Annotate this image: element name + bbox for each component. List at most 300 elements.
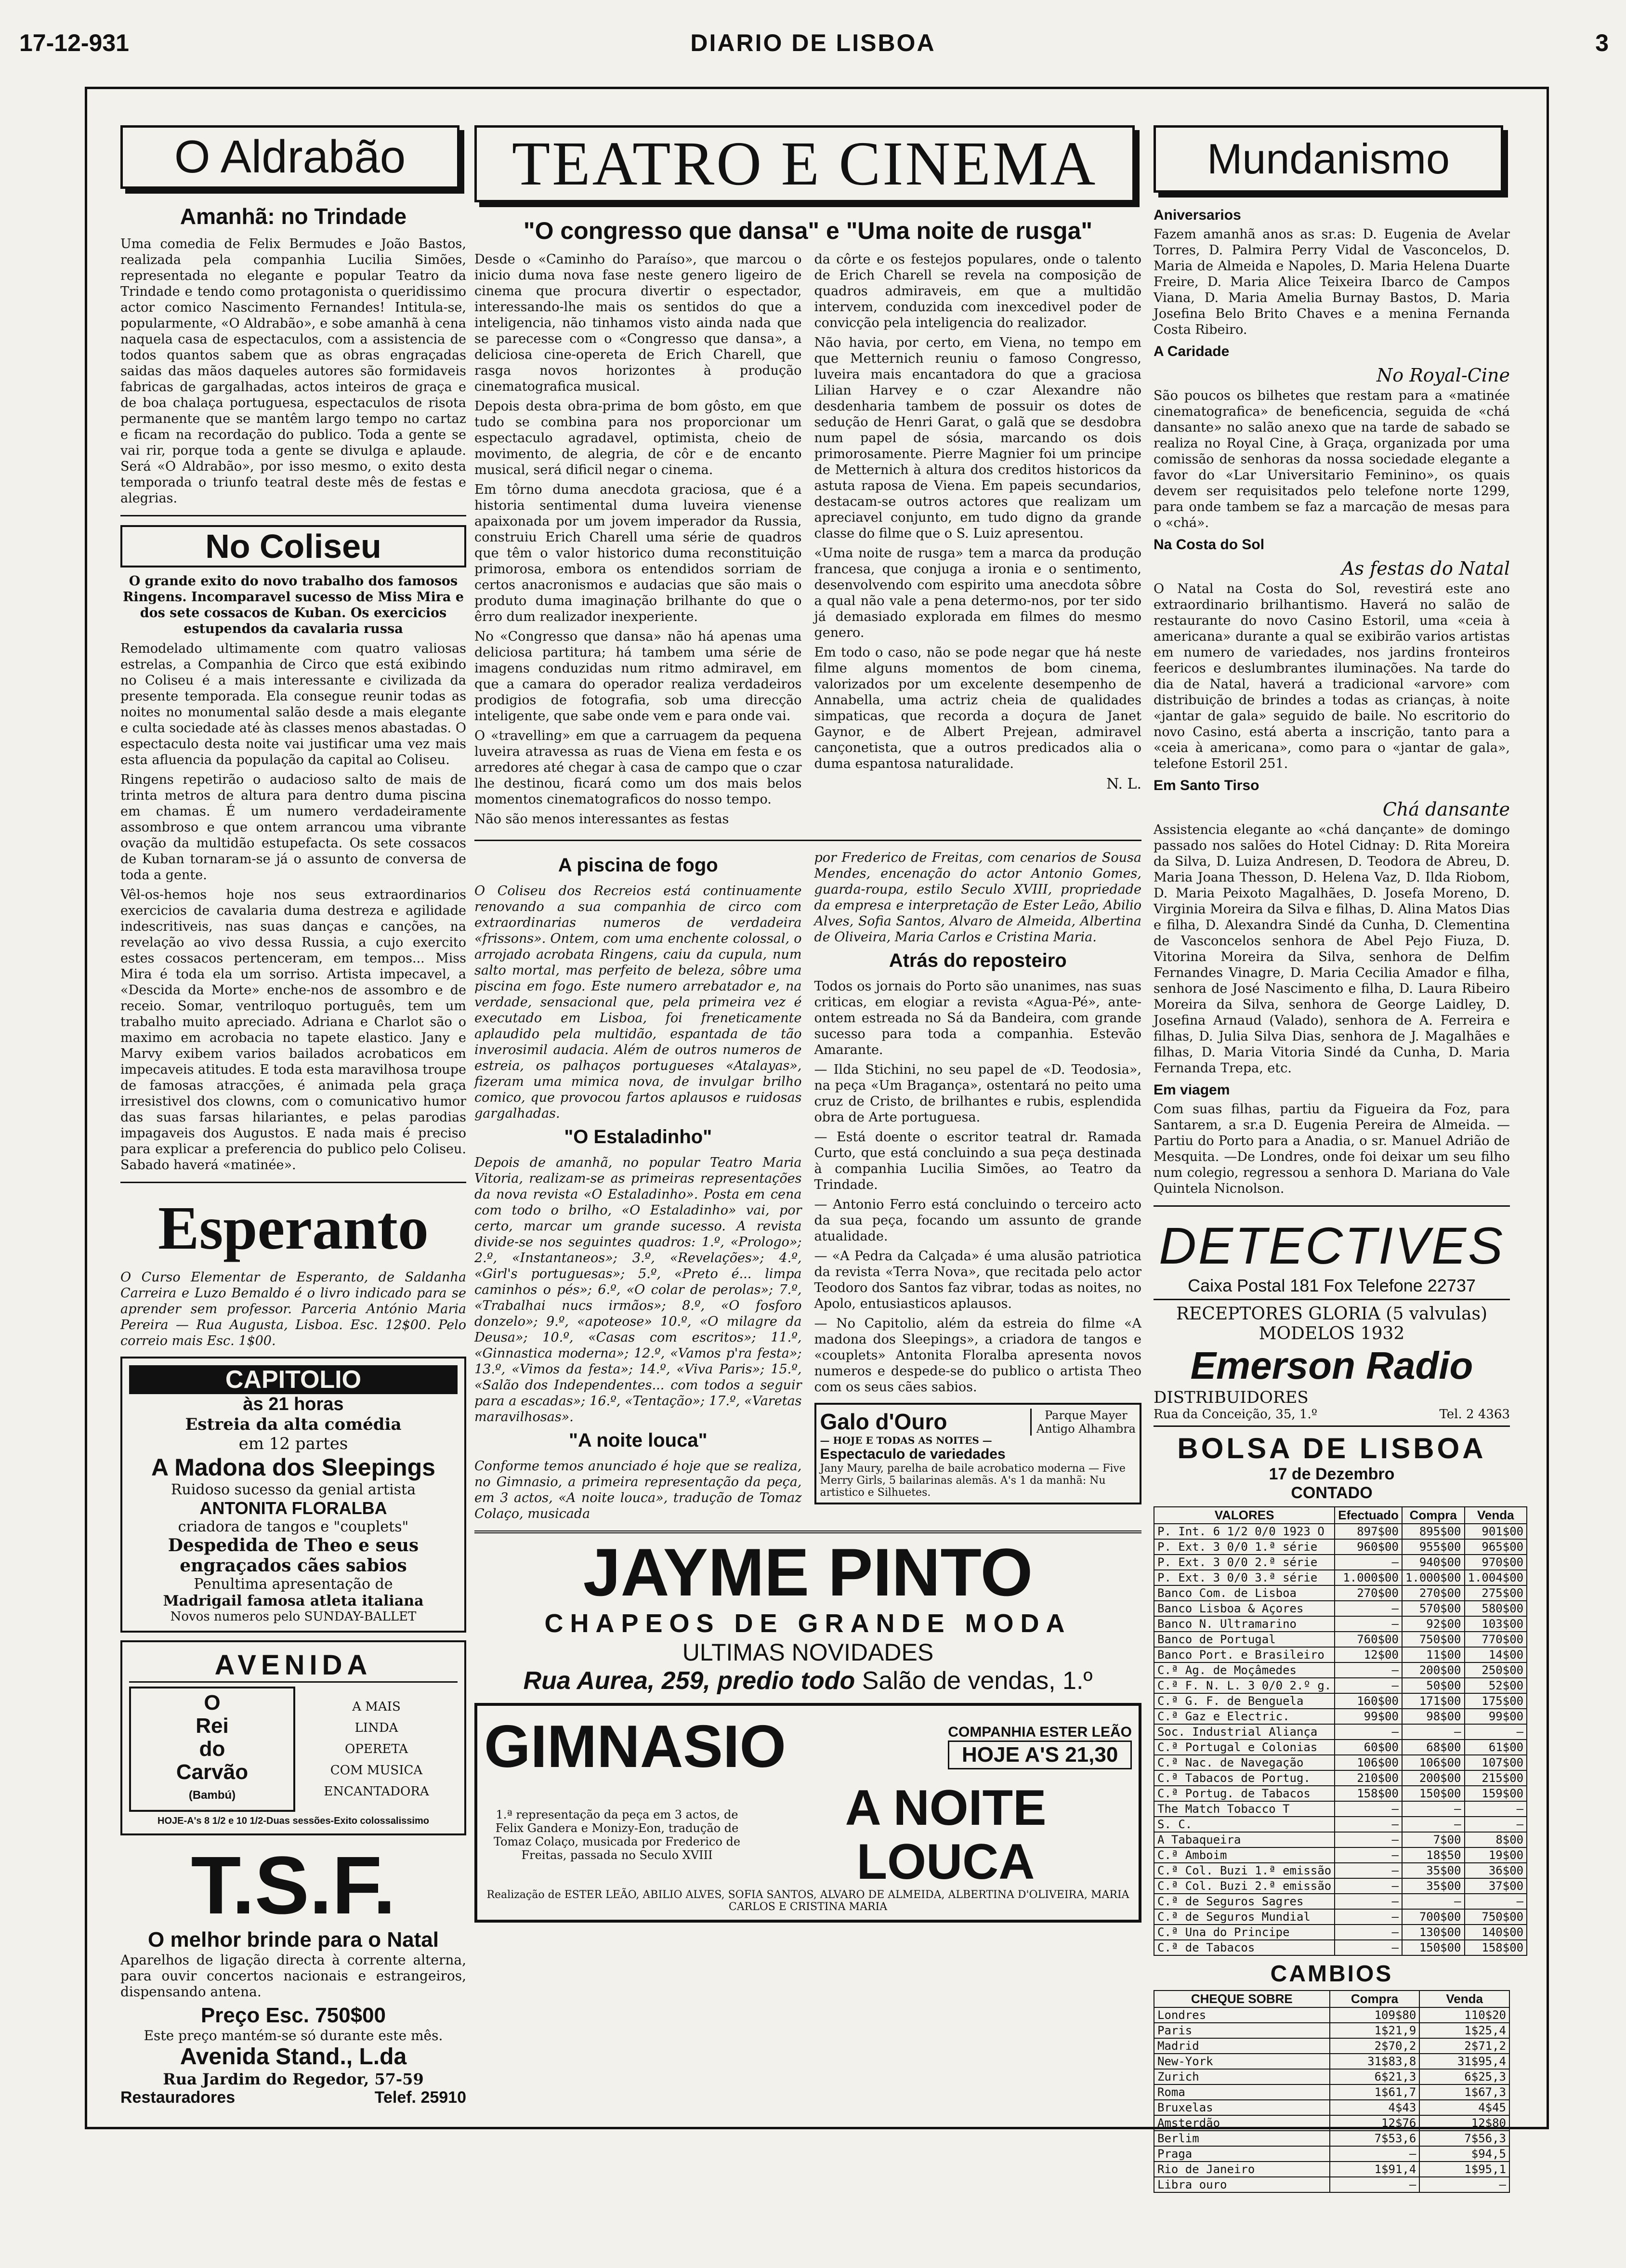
bolsa-row (1154, 1693, 1527, 1709)
bolsa-cell: 14$00 (1465, 1647, 1527, 1662)
bolsa-row (1154, 1555, 1527, 1570)
bolsa-cell: 171$00 (1402, 1693, 1465, 1709)
detectives-title: DETECTIVES (1158, 1216, 1505, 1275)
capitolio-ad (120, 1357, 466, 1633)
bolsa-cell: 570$00 (1402, 1601, 1465, 1616)
teatro-article (474, 251, 1141, 831)
bolsa-cell: 8$00 (1465, 1832, 1527, 1847)
royal-text: São poucos os bilhetes que restam para a «matinée cinematografica» de beneficencia, seguida de «chá dansante» no salão anexo que na tarde de sabado se realiza no Royal Cine, à Graça, organizada por uma comissão de senhoras da nossa sociedade elegante a favor do «Lar Universitario Feminino», os quais devem ser requisitados pelo telefone norte 1299, para onde tambem se faz a marcação de mesas para o «chá». (1154, 388, 1510, 530)
divider (474, 840, 1141, 841)
bolsa-cell: 960$00 (1335, 1539, 1402, 1555)
bolsa-cell: — (1335, 1847, 1402, 1863)
coliseu-p3: Ringens repetirão o audacioso salto de mais de trinta metros de altura para dentro duma piscina em chamas. É um numero verdadeiramente assombroso e que ontem arrancou uma vibrante ovação da multidão estupefacta. Os sete cossacos de Kuban tornaram-se já o assunto de conversa de toda a gente. (120, 772, 466, 883)
cambios-cell: Rio de Janeiro (1154, 2162, 1330, 2177)
viagem-text: Com suas filhas, partiu da Figueira da Foz, para Santarem, a sr.a D. Eugenia Pereira de Almeida. —Partiu do Porto para a Anadia, o sr. Manuel Adrião de Mesquita. —De Londres, onde foi deixar um seu filho num colegio, regressou a senhora D. Mariana do Vale Quintela Nicnolson. (1154, 1102, 1510, 1196)
cambios-cell: Londres (1154, 2007, 1330, 2023)
bolsa-cell: 159$00 (1465, 1786, 1527, 1801)
bolsa-cell: — (1335, 1863, 1402, 1878)
bolsa-cell: 7$00 (1402, 1832, 1465, 1847)
bolsa-cell: C.ª de Seguros Mundial (1154, 1909, 1335, 1925)
noite-text-cont: por Frederico de Freitas, com cenarios de Sousa Mendes, encenação do actor Antonio Gomes, guarda-roupa, estilo Seculo XVIII, propriedade da empresa e interpretação de Ester Leão, Abilio Alves, Sofia Santos, Alvaro de Almeida, Albertina de Oliveira, Maria Carlos e Cristina Maria. (814, 850, 1141, 945)
bolsa-row (1154, 1601, 1527, 1616)
bolsa-cell: C.ª G. F. de Benguela (1154, 1693, 1335, 1709)
cambios-row (1154, 2084, 1509, 2100)
cambios-cell: 1$25,4 (1419, 2023, 1509, 2038)
bolsa-header: Venda (1465, 1507, 1527, 1524)
bolsa-cell: 92$00 (1402, 1616, 1465, 1632)
galo-right2: Antigo Alhambra (1036, 1422, 1136, 1436)
bolsa-cell: 955$00 (1402, 1539, 1465, 1555)
cambios-cell: 4$45 (1419, 2100, 1509, 2115)
tsf-addr: Rua Jardim do Regedor, 57-59 (163, 2070, 424, 2088)
bolsa-title: BOLSA DE LISBOA (1177, 1432, 1486, 1464)
estaladinho-text: Depois de amanhã, no popular Teatro Maria Vitoria, realizam-se as primeiras representações da nova revista «O Estaladinho». Posta em cena com todo o brilho, «O Estaladinho» vai, por certo, marcar um grande sucesso. A revista divide-se nos seguintes quadros: 1.º, «Prologo»; 2.º, «Instantaneos»; 3.º, «Revelações»; 4.º, «Girl's portuguesas»; 5.º, «Preto é... limpa caminhos o pés»; 6.º, «O colar de perolas»; 7.º, «Trabalhai nucs irmãos»; 8.º, «O fosforo donzelo»; 9.º, «apoteose» 10.º, «O milagre da Deusa»; 10.º, «Casas com escritos»; 11.º, «Ginnastica moderna»; 12.º, «Vamos p'ra festa»; 13.º, «Vimos da festa»; 14.º, «Viva Paris»; 15.º, «Salão dos Independentes... com todos a seguir para a escadas»; 16.º, «Tentação»; 17.º, «Varetas maravilhosas». (474, 1155, 802, 1424)
bolsa-cell: P. Ext. 3 0/0 1.ª série (1154, 1539, 1335, 1555)
capitolio-time: às 21 horas (243, 1394, 344, 1414)
cambios-cell: Roma (1154, 2084, 1330, 2100)
capitolio-film: A Madona dos Sleepings (151, 1454, 435, 1481)
bolsa-cell: 150$00 (1402, 1786, 1465, 1801)
bolsa-cell: 270$00 (1335, 1585, 1402, 1601)
bolsa-row (1154, 1878, 1527, 1894)
cambios-cell: 7$56,3 (1419, 2131, 1509, 2146)
divider (1154, 1205, 1510, 1207)
bolsa-cell: 106$00 (1335, 1755, 1402, 1770)
cambios-cell: Bruxelas (1154, 2100, 1330, 2115)
bolsa-cell: 200$00 (1402, 1770, 1465, 1786)
tsf-text: Aparelhos de ligação directa à corrente alterna, para ouvir concertos nacionais e estrangeiros, dispensando antena. (120, 1952, 466, 2000)
bolsa-cell: 200$00 (1402, 1662, 1465, 1678)
aniversarios-heading: Aniversarios (1154, 207, 1241, 223)
bolsa-cell: C.ª Una do Principe (1154, 1925, 1335, 1940)
distribuidores: DISTRIBUIDORES (1154, 1388, 1309, 1407)
cha-text: Assistencia elegante ao «chá dançante» de domingo passado nos salões do Hotel Cidnay: D. Rita Moreira da Silva, D. Luiza Andresen, D. Teodora de Abreu, D. Maria Joana Thesson, D. Helena Vaz, D. Ilda Riobom, D. Maria Peixoto Magalhães, D. Josefa Moreno, D. Virginia Moreira da Silva e filhas, D. Alina Matos Dias e filha, D. Alexandra Sindé da Cunha, D. Clementina de Vasconcelos senhora de Abel Pejo Fiuza, D. Vitorina Moreira da Silva, senhora de Delfim Fernandes Vinagre, D. Maria Cecilia Amador e filha, senhora de José Nascimento e filha, D. Laura Ribeiro Moreira da Silva, senhora de George Laidley, D. Josefina Arnaud (Valado), senhora de A. Ferreira e filhas, D. Julia Silva Dias, senhora de J. Magalhães e filhas, D. Maria Vitoria Sindé da Cunha, D. Maria Fernanda Trepa, etc. (1154, 822, 1510, 1076)
bolsa-cell: P. Int. 6 1/2 0/0 1923 O (1154, 1524, 1335, 1539)
bolsa-row (1154, 1786, 1527, 1801)
bolsa-cell: 750$00 (1402, 1632, 1465, 1647)
galo-ad (814, 1403, 1142, 1504)
bolsa-cell: 580$00 (1465, 1601, 1527, 1616)
column-right (1154, 125, 1524, 2193)
bolsa-row (1154, 1925, 1527, 1940)
bolsa-row (1154, 1817, 1527, 1832)
cambios-header: CHEQUE SOBRE (1154, 1991, 1330, 2007)
bolsa-cell: — (1402, 1724, 1465, 1740)
bolsa-cell: 760$00 (1335, 1632, 1402, 1647)
cambios-cell: Zurich (1154, 2069, 1330, 2084)
cambios-cell: Libra ouro (1154, 2177, 1330, 2192)
bolsa-cell: S. C. (1154, 1817, 1335, 1832)
galo-show: Espectaculo de variedades (820, 1446, 1006, 1462)
cambios-cell: — (1330, 2177, 1420, 2192)
bolsa-cell: 68$00 (1402, 1740, 1465, 1755)
bolsa-row (1154, 1632, 1527, 1647)
noite-title: "A noite louca" (568, 1430, 708, 1451)
teatro-title: TEATRO E CINEMA (474, 125, 1135, 202)
estaladinho-title: "O Estaladinho" (564, 1126, 712, 1147)
cambios-cell: Berlim (1154, 2131, 1330, 2146)
aldrabao-text: Uma comedia de Felix Bermudes e João Bastos, realizada pela companhia Lucilia Simões, representada no elegante e popular Teatro da Trindade e tendo como protagonista o queridissimo actor comico Nascimento Fernandes! Intitula-se, popularmente, «O Aldrabão», e sobe amanhã à cena naquela casa de espectaculos, com a assistencia de todos quantos sabem que as obras engraçadas saidas das mãos daqueles autores são formidaveis fabricas de gargalhadas, actos inteiros de graça e de boa chalaça portuguesa, espectaculos de risota permanente que se mantêm largo tempo no cartaz e ficam na recordação do publico. Toda a gente se vai rir, porque toda a gente se divulga e aplaude. Será «O Aldrabão», por isso mesmo, o exito desta temporada o triunfo teatral deste mês de festas e alegrias. (120, 237, 466, 506)
bolsa-contado: CONTADO (1291, 1484, 1373, 1502)
bolsa-cell: Soc. Industrial Aliança (1154, 1724, 1335, 1740)
bolsa-cell: Banco de Portugal (1154, 1632, 1335, 1647)
bolsa-row (1154, 1847, 1527, 1863)
bolsa-cell: 1.000$00 (1402, 1570, 1465, 1585)
bolsa-cell: 1.004$00 (1465, 1570, 1527, 1585)
bolsa-header: VALORES (1154, 1507, 1335, 1524)
esperanto-text: O Curso Elementar de Esperanto, de Saldanha Carreira e Luzo Bemaldo é o livro indicado para se aprender sem professor. Parceria António Maria Pereira — Rua Augusta, Lisboa. Esc. 12$00. Pelo correio mais Esc. 1$00. (120, 1270, 466, 1348)
cambios-row (1154, 2038, 1509, 2054)
cambios-row (1154, 2162, 1509, 2177)
capitolio-line1: Estreia da alta comédia (185, 1415, 402, 1434)
cambios-row (1154, 2100, 1509, 2115)
mundanismo-title: Mundanismo (1154, 125, 1503, 193)
cambios-cell: 2$71,2 (1419, 2038, 1509, 2054)
bolsa-cell: 50$00 (1402, 1678, 1465, 1693)
costa-heading: Na Costa do Sol (1154, 537, 1265, 553)
royal-heading: No Royal-Cine (1376, 365, 1510, 386)
cambios-cell: New-York (1154, 2054, 1330, 2069)
cambios-header: Venda (1419, 1991, 1509, 2007)
bolsa-cell: 99$00 (1335, 1709, 1402, 1724)
piscina-title: A piscina de fogo (558, 855, 718, 876)
cambios-cell: — (1330, 2146, 1420, 2162)
bolsa-cell: 11$00 (1402, 1647, 1465, 1662)
divider (120, 515, 466, 516)
bolsa-cell: 98$00 (1402, 1709, 1465, 1724)
tsf-tel: Telef. 25910 (374, 2088, 466, 2107)
gimnasio-show: A NOITE LOUCA (845, 1780, 1047, 1890)
bolsa-cell: — (1335, 1678, 1402, 1693)
bolsa-cell: C.ª Ag. de Moçâmedes (1154, 1662, 1335, 1678)
bolsa-cell: A Tabaqueira (1154, 1832, 1335, 1847)
bolsa-cell: 897$00 (1335, 1524, 1402, 1539)
bolsa-cell: — (1335, 1832, 1402, 1847)
tirso-heading: Em Santo Tirso (1154, 778, 1259, 793)
tsf-price: Preço Esc. 750$00 (200, 2004, 386, 2027)
avenida-name: AVENIDA (129, 1649, 458, 1683)
esperanto-title: Esperanto (158, 1194, 429, 1262)
tsf-note: Este preço mantém-se só durante este mês. (144, 2028, 443, 2044)
cambios-row (1154, 2054, 1509, 2069)
bolsa-cell: Banco Port. e Brasileiro (1154, 1647, 1335, 1662)
teatro-b1: da côrte e os festejos populares, onde o talento de Erich Charell se revela na composição de quadros admiraveis, em que a multidão intervem, conduzida com inexcedivel poder de convicção pela inteligencia do realizador. (814, 252, 1141, 330)
avenida-f5: (Bambú) (188, 1789, 236, 1802)
bolsa-cell: 970$00 (1465, 1555, 1527, 1570)
bolsa-cell: — (1335, 1894, 1402, 1909)
teatro-a6: Não são menos interessantes as festas (474, 812, 729, 827)
aniversarios-text: Fazem amanhã anos as sr.as: D. Eugenia de Avelar Torres, D. Palmira Perry Vidal de Vasconcelos, D. Maria de Almeida e Napoles, D. Maria Helena Duarte Freire, D. Maria Alice Teixeira Ibarco de Campos Viana, D. Maria Amelia Burnay Bastos, D. Maria Josefina Belo Brito Chaves e a menina Fernanda Costa Ribeiro. (1154, 227, 1510, 337)
cambios-row (1154, 2069, 1509, 2084)
avenida-ad (120, 1640, 466, 1835)
bolsa-cell: — (1465, 1894, 1527, 1909)
capitolio-line5: Despedida de Theo e seus engraçados cães sabios (168, 1535, 419, 1576)
teatro-b3: «Uma noite de rusga» tem a marca da produção francesa, que conjuga a ironia e o sentimento, desenvolvendo com espirito uma anecdota sôbre a qual não vale a pena determo-nos, por ter sido já demasiado explorada em filmes do mesmo genero. (814, 546, 1141, 640)
tsf-ad (120, 1840, 466, 2107)
cambios-row (1154, 2023, 1509, 2038)
bolsa-row (1154, 1770, 1527, 1786)
tsf-title: T.S.F. (191, 1840, 396, 1931)
cambios-cell: 12$76 (1330, 2115, 1420, 2131)
bolsa-row (1154, 1678, 1527, 1693)
bolsa-cell: C.ª Nac. de Navegação (1154, 1755, 1335, 1770)
bolsa-cell: 99$00 (1465, 1709, 1527, 1724)
bolsa-cell: C.ª Tabacos de Portug. (1154, 1770, 1335, 1786)
bolsa-cell: P. Ext. 3 0/0 2.ª série (1154, 1555, 1335, 1570)
column-left (120, 125, 466, 2107)
noite-text: Conforme temos anunciado é hoje que se realiza, no Gimnasio, a primeira representação da peça, em 3 actos, «A noite louca», tradução de Tomaz Colaço, musicada (474, 1459, 802, 1521)
tsf-shop: Avenida Stand., L.da (180, 2044, 407, 2070)
bolsa-cell: 175$00 (1465, 1693, 1527, 1709)
teatro-signature: N. L. (1106, 776, 1141, 792)
natal-heading: As festas do Natal (1341, 558, 1510, 579)
galo-sub: — HOJE E TODAS AS NOITES — (820, 1435, 992, 1446)
cambios-cell: 1$61,7 (1330, 2084, 1420, 2100)
avenida-hoje: HOJE-A's 8 1/2 e 10 1/2-Duas sessões-Exito colossalissimo (157, 1816, 429, 1826)
bolsa-cell: C.ª de Tabacos (1154, 1940, 1335, 1955)
reposteiro-2: — Ilda Stichini, no seu papel de «D. Teodosia», na peça «Um Bragança», ostentará no peito uma cruz de Cristo, de brilhantes e rubis, esplendida obra de Arte portuguesa. (814, 1062, 1141, 1125)
bolsa-row (1154, 1539, 1527, 1555)
bolsa-cell: 61$00 (1465, 1740, 1527, 1755)
reposteiro-4: — Antonio Ferro está concluindo o terceiro acto da sua peça, focando um assunto de grande atualidade. (814, 1197, 1141, 1244)
jayme-ad (474, 1536, 1141, 1695)
bolsa-cell: 36$00 (1465, 1863, 1527, 1878)
reposteiro-title: Atrás do reposteiro (889, 950, 1067, 971)
bolsa-cell: — (1465, 1817, 1527, 1832)
avenida-f4: Carvão (176, 1760, 249, 1784)
emerson-address: Rua da Conceição, 35, 1.º (1154, 1407, 1317, 1422)
galo-right1: Parque Mayer (1045, 1409, 1128, 1422)
cambios-cell: 2$70,2 (1330, 2038, 1420, 2054)
bolsa-cell: — (1335, 1925, 1402, 1940)
cambios-cell: 1$91,4 (1330, 2162, 1420, 2177)
bolsa-cell: C.ª Amboim (1154, 1847, 1335, 1863)
gimnasio-comp: COMPANHIA ESTER LEÃO (948, 1724, 1132, 1740)
masthead (0, 24, 1626, 63)
bolsa-cell: — (1335, 1724, 1402, 1740)
tsf-rest: Restauradores (120, 2088, 236, 2107)
bolsa-cell: C.ª de Seguros Sagres (1154, 1894, 1335, 1909)
bolsa-row (1154, 1801, 1527, 1817)
cambios-row (1154, 2177, 1509, 2192)
avenida-f3: do (199, 1737, 225, 1761)
gimnasio-hoje: HOJE A'S 21,30 (948, 1741, 1132, 1769)
cambios-header: Compra (1330, 1991, 1420, 2007)
coliseu-sub: O grande exito do novo trabalho dos famosos Ringens. Incomparavel sucesso de Miss Mira e dos sete cossacos de Kuban. Os exercicios estupendos da cavalaria russa (122, 574, 464, 636)
newspaper-name: DIARIO DE LISBOA (690, 29, 936, 56)
teatro-a1: Desde o «Caminho do Paraíso», que marcou o inicio duma nova fase neste genero ligeiro de cinema que procura divertir o espectador, interessando-lhe mais os sentidos do que a inteligencia, não tinhamos visto ainda nada que se parecesse com o «Congresso que dansa», a deliciosa cine-opereta de Erich Charell, que rasga novos horizontes à produção cinematografica musical. (474, 252, 802, 394)
teatro-b2: Não havia, por certo, em Viena, no tempo em que Metternich reuniu o famoso Congresso, luveira mais encantadora do que a graciosa Lilian Harvey e o czar Alexandre não desdenharia tambem de possuir os dotes de sedução de Henri Garat, o galã que se desdobra num papel de sósia, marcando os dois primorosamente. Pierre Magnier foi um principe de Metternich à altura dos creditos historicos da astuta raposa de Viena. Em papeis secundarios, destacam-se outros actores que realizam um apreciavel conjunto, em tudo digno da grande classe do filme que o S. Luiz apresentou. (814, 335, 1141, 541)
cambios-cell: 110$20 (1419, 2007, 1509, 2023)
galo-name: Galo d'Ouro (820, 1409, 947, 1434)
avenida-r5: ENCANTADORA (324, 1784, 429, 1799)
cambios-row (1154, 2115, 1509, 2131)
reposteiro-1: Todos os jornais do Porto são unanimes, nas suas criticas, em elogiar a revista «Agua-Pé», ante-ontem estreada no Sá da Bandeira, com grande sucesso para toda a companhia. Estevão Amarante. (814, 979, 1141, 1057)
cambios-cell: Praga (1154, 2146, 1330, 2162)
bolsa-cell: — (1335, 1817, 1402, 1832)
bolsa-cell: 160$00 (1335, 1693, 1402, 1709)
cambios-cell: 31$95,4 (1419, 2054, 1509, 2069)
teatro-a5: O «travelling» em que a carruagem da pequena luveira atravessa as ruas de Viena em festa e os arredores até chegar à casa de campo que o czar lhe destinou, ficará como um dos mais belos momentos cinematograficos do nosso tempo. (474, 728, 802, 807)
bolsa-row (1154, 1647, 1527, 1662)
bolsa-cell: C.ª Portug. de Tabacos (1154, 1786, 1335, 1801)
cambios-row (1154, 2007, 1509, 2023)
bolsa-row (1154, 1570, 1527, 1585)
bolsa-cell: — (1335, 1878, 1402, 1894)
bolsa-cell: C.ª F. N. L. 3 0/0 2.º g. (1154, 1678, 1335, 1693)
capitolio-line2: em 12 partes (238, 1434, 348, 1453)
bolsa-cell: 770$00 (1465, 1632, 1527, 1647)
bolsa-cell: — (1335, 1909, 1402, 1925)
bolsa-cell: 37$00 (1465, 1878, 1527, 1894)
bolsa-cell: Banco Com. de Lisboa (1154, 1585, 1335, 1601)
tsf-sub: O melhor brinde para o Natal (148, 1928, 439, 1952)
bolsa-cell: — (1402, 1801, 1465, 1817)
capitolio-line8: Novos numeros pelo SUNDAY-BALLET (170, 1609, 417, 1624)
bolsa-row (1154, 1894, 1527, 1909)
gimnasio-name: GIMNASIO (484, 1714, 786, 1780)
reposteiro-6: — No Capitolio, além da estreia do filme «A madona dos Sleepings», a criadora de tangos e «couplets» Antonita Floralba apresenta novos numeros e despede-se do publico o artista Theo com os seus cães sabios. (814, 1316, 1141, 1395)
gimnasio-ad (474, 1703, 1141, 1923)
bolsa-cell: — (1335, 1662, 1402, 1678)
gimnasio-cast: Realização de ESTER LEÃO, ABILIO ALVES, SOFIA SANTOS, ALVARO DE ALMEIDA, ALBERTINA D'OLIVEIRA, MARIA CARLOS E CRISTINA MARIA (486, 1889, 1129, 1913)
bolsa-cell: 250$00 (1465, 1662, 1527, 1678)
bolsa-row (1154, 1524, 1527, 1539)
bolsa-cell: 52$00 (1465, 1678, 1527, 1693)
divider (474, 1530, 1141, 1533)
bolsa-cell: The Match Tobacco T (1154, 1801, 1335, 1817)
bolsa-cell: 895$00 (1402, 1524, 1465, 1539)
avenida-r3: OPERETA (344, 1742, 408, 1756)
avenida-f1: O (204, 1691, 221, 1714)
piscina-text: O Coliseu dos Recreios está continuamente renovando a sua companhia de circo com extraordinarias numeros de verdadeira «frissons». Ontem, com uma enchente colossal, o arrojado acrobata Ringens, caiu da cupula, num salto mortal, mas perfeito de beleza, sôbre uma piscina em fogo. Este numero arrebatador e, na verdade, sensacional que, pela primeira vez é executado em Lisboa, foi freneticamente aplaudido pela multidão, espantada de tão inverosimil audacia. Além de outros numeros de estreia, os palhaços portugueses «Atalayas», fizeram uma mimica nova, de invulgar brilho comico, que provocou fartos aplausos e ruidosas gargalhadas. (474, 883, 802, 1121)
bolsa-row (1154, 1740, 1527, 1755)
reposteiro-5: — «A Pedra da Calçada» é uma alusão patriotica da revista «Terra Nova», que recitada pelo actor Teodoro dos Santos faz vibrar, todas as noites, no Apolo, entusiasticos aplausos. (814, 1249, 1141, 1311)
bolsa-row (1154, 1616, 1527, 1632)
bolsa-cell: 158$00 (1465, 1940, 1527, 1955)
natal-text: O Natal na Costa do Sol, revestirá este ano extraordinario brilhantismo. Haverá no salão de restaurante do novo Casino Estoril, uma «ceia à americana» durante a qual se exibirão varios artistas em numero de variedades, nos jardins fronteiros feericos e deslumbrantes iluminações. Na tarde do dia de Natal, haverá a tradicional «arvore» com distribuição de brindes a todas as crianças, à noite «jantar de gala» seguido de baile. No escritorio do novo Casino, está aberta a inscrição, tanto para a «ceia à americana», como para o «jantar de gala», telefone Estoril 251. (1154, 581, 1510, 771)
bolsa-row (1154, 1832, 1527, 1847)
bolsa-row (1154, 1909, 1527, 1925)
aldrabao-sub: Amanhã: no Trindade (180, 204, 407, 229)
bolsa-cell: 1.000$00 (1335, 1570, 1402, 1585)
bolsa-cell: C.ª Col. Buzi 2.ª emissão (1154, 1878, 1335, 1894)
bolsa-cell: 19$00 (1465, 1847, 1527, 1863)
cha-heading: Chá dansante (1382, 799, 1510, 820)
bolsa-cell: 106$00 (1402, 1755, 1465, 1770)
jayme-salao: Salão de vendas, 1.º (862, 1667, 1093, 1695)
cambios-cell: 109$80 (1330, 2007, 1420, 2023)
cambios-row (1154, 2146, 1509, 2162)
page-number: 3 (1595, 29, 1609, 56)
capitolio-artist: ANTONITA FLORALBA (199, 1498, 387, 1518)
bolsa-cell: — (1465, 1724, 1527, 1740)
bolsa-cell: 158$00 (1335, 1786, 1402, 1801)
bolsa-cell: 700$00 (1402, 1909, 1465, 1925)
bolsa-cell: — (1335, 1940, 1402, 1955)
capitolio-name: CAPITOLIO (129, 1365, 458, 1394)
detectives-line: Caixa Postal 181 Fox Telefone 22737 (1154, 1276, 1510, 1300)
bolsa-cell: — (1335, 1601, 1402, 1616)
bolsa-cell: C.ª Col. Buzi 1.ª emissão (1154, 1863, 1335, 1878)
bolsa-header: Efectuado (1335, 1507, 1402, 1524)
bolsa-cell: 210$00 (1335, 1770, 1402, 1786)
cambios-cell: 4$43 (1330, 2100, 1420, 2115)
teatro-a4: No «Congresso que dansa» não há apenas uma deliciosa partitura; há tambem uma série de imagens conduzidas num ritmo admiravel, em que a camara do operador realiza verdadeiros prodigios de fotografia, sob uma direcção inteligente, que sabe onde vem e para onde vai. (474, 629, 802, 724)
teatro-a3: Em tôrno duma anecdota graciosa, que é a historia sentimental duma luveira vienense apaixonada por um jovem imperador da Russia, construiu Erich Charell uma série de quadros que têm o valor historico duma reconstituição primorosa, embora os entendidos sorriam de certos anacronismos e audacias que são mais o produto duma imaginação brilhante do que o êrro dum realizador inexperiente. (474, 482, 802, 624)
receptores-line: RECEPTORES GLORIA (5 valvulas) MODELOS 1932 (1176, 1304, 1488, 1344)
bolsa-cell: 215$00 (1465, 1770, 1527, 1786)
news-columns (474, 850, 1141, 1526)
cambios-cell: 1$95,1 (1419, 2162, 1509, 2177)
cambios-cell: 12$80 (1419, 2115, 1509, 2131)
cambios-table (1154, 1990, 1510, 2193)
column-center (474, 125, 1141, 1930)
bolsa-row (1154, 1662, 1527, 1678)
bolsa-cell: — (1335, 1616, 1402, 1632)
bolsa-cell: C.ª Gaz e Electric. (1154, 1709, 1335, 1724)
bolsa-cell: 275$00 (1465, 1585, 1527, 1601)
bolsa-cell: 12$00 (1335, 1647, 1402, 1662)
jayme-sub: CHAPEOS DE GRANDE MODA (544, 1609, 1072, 1638)
cambios-cell: 7$53,6 (1330, 2131, 1420, 2146)
bolsa-cell: — (1402, 1817, 1465, 1832)
cambios-cell: 31$83,8 (1330, 2054, 1420, 2069)
cambios-cell: — (1419, 2177, 1509, 2192)
bolsa-cell: 140$00 (1465, 1925, 1527, 1940)
bolsa-cell: 107$00 (1465, 1755, 1527, 1770)
bolsa-cell: 130$00 (1402, 1925, 1465, 1940)
avenida-r2: LINDA (354, 1721, 398, 1735)
capitolio-line7: Madrigail famosa atleta italiana (163, 1593, 424, 1609)
divider (120, 1182, 466, 1183)
cambios-cell: Amsterdão (1154, 2115, 1330, 2131)
bolsa-cell: 103$00 (1465, 1616, 1527, 1632)
emerson-title: Emerson Radio (1190, 1344, 1473, 1387)
emerson-tel: Tel. 2 4363 (1439, 1407, 1510, 1422)
coliseu-p2: Remodelado ultimamente com quatro valiosas estrelas, a Companhia de Circo que está exibindo no Coliseu é a mais interessante e civilizada da presente temporada. Ela consegue reunir todas as noites no monumental salão desde a mais elegante e culta sociedade até às classes menos abastadas. O espectaculo desta noite vai justificar uma vez mais esta afluencia da população da capital ao Coliseu. (120, 641, 466, 767)
bolsa-row (1154, 1755, 1527, 1770)
bolsa-row (1154, 1724, 1527, 1740)
bolsa-cell: — (1465, 1801, 1527, 1817)
bolsa-cell: — (1335, 1555, 1402, 1570)
cambios-cell: 1$67,3 (1419, 2084, 1509, 2100)
bolsa-cell: — (1335, 1801, 1402, 1817)
avenida-f2: Rei (196, 1714, 229, 1738)
jayme-addr: Rua Aurea, 259, predio todo (523, 1667, 855, 1695)
avenida-desc (295, 1696, 458, 1802)
bolsa-cell: 60$00 (1335, 1740, 1402, 1755)
jayme-name: JAYME PINTO (583, 1534, 1033, 1610)
bolsa-row (1154, 1863, 1527, 1878)
cambios-cell: Paris (1154, 2023, 1330, 2038)
bolsa-cell: P. Ext. 3 0/0 3.ª série (1154, 1570, 1335, 1585)
reposteiro-3: — Está doente o escritor teatral dr. Ramada Curto, que está concluindo a sua peça destinada à companhia Lucilia Simões, ao Teatro da Trindade. (814, 1130, 1141, 1192)
capitolio-line3: Ruidoso sucesso da genial artista (170, 1481, 416, 1498)
bolsa-cell: 18$50 (1402, 1847, 1465, 1863)
teatro-sub: "O congresso que dansa" e "Uma noite de rusga" (523, 217, 1093, 244)
bolsa-date: 17 de Dezembro (1269, 1465, 1395, 1483)
bolsa-cell: Banco N. Ultramarino (1154, 1616, 1335, 1632)
capitolio-line6: Penultima apresentação de (194, 1576, 393, 1593)
teatro-b4: Em todo o caso, não se pode negar que há neste filme alguns momentos de bom cinema, valorizados por um excelente desempenho de Annabella, uma actriz cheia de qualidades simpaticas, que recorda a doçura de Janet Gaynor, e de Albert Prejean, admiravel cançonetista, que a outros predicados alia o duma espantosa naturalidade. (814, 645, 1141, 771)
gimnasio-desc: 1.ª representação da peça em 3 actos, de Felix Gandera e Monizy-Eon, tradução de Tomaz Colaço, musicada por Frederico de Freitas, passada no Seculo XVIII (493, 1808, 741, 1862)
jayme-nov: ULTIMAS NOVIDADES (682, 1639, 934, 1666)
bolsa-cell: 965$00 (1465, 1539, 1527, 1555)
bolsa-cell: 940$00 (1402, 1555, 1465, 1570)
bolsa-cell: — (1402, 1894, 1465, 1909)
cambios-cell: 6$21,3 (1330, 2069, 1420, 2084)
